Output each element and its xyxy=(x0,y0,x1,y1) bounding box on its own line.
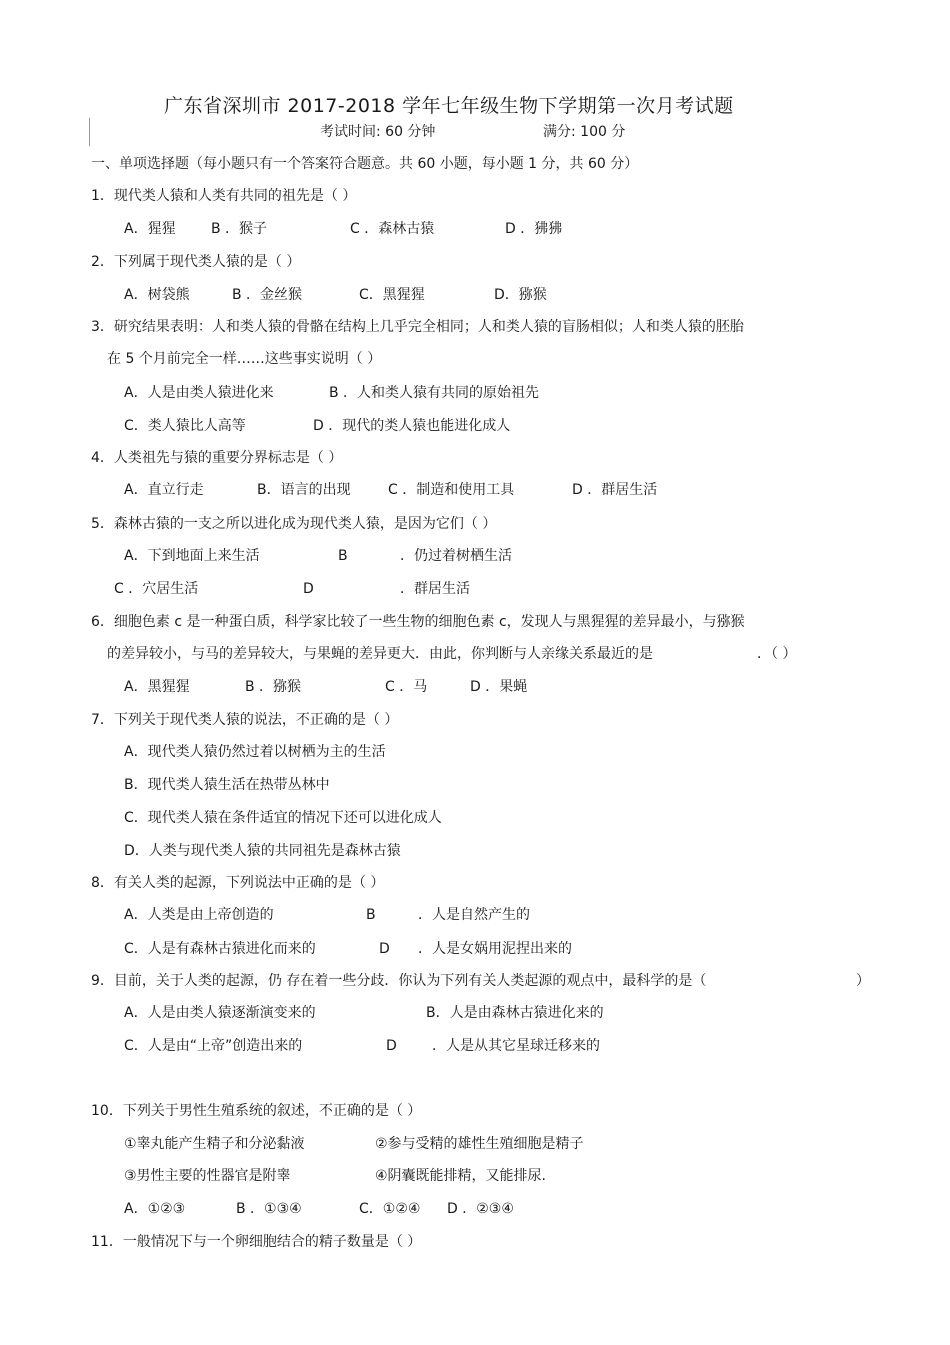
question-2-option-c: C．黑猩猩 xyxy=(359,287,425,303)
question-7-stem: 7．下列关于现代类人猿的说法，不正确的是（ ） xyxy=(91,712,399,728)
question-1-option-a: A．猩猩 xyxy=(124,221,176,237)
question-10-option-b: B ．①③④ xyxy=(236,1201,302,1217)
question-9-option-b: B．人是由森林古猿进化来的 xyxy=(426,1005,604,1021)
question-7-option-b: B．现代类人猿生活在热带丛林中 xyxy=(124,777,330,793)
exam-time: 考试时间: 60 分钟 xyxy=(320,124,436,140)
question-5-option-d: ．群居生活 xyxy=(400,581,470,597)
question-3-stem-line-2: 在 5 个月前完全一样……这些事实说明（ ） xyxy=(107,351,382,367)
question-9-option-d-letter: D xyxy=(386,1038,397,1054)
question-8-option-c: C．人是有森林古猿进化而来的 xyxy=(124,941,316,957)
question-5-option-d-letter: D xyxy=(303,581,314,597)
question-5-stem: 5．森林古猿的一支之所以进化成为现代类人猿，是因为它们（ ） xyxy=(91,516,497,532)
question-3-option-a: A．人是由类人猿进化来 xyxy=(124,385,274,401)
question-3-option-c: C．类人猿比人高等 xyxy=(124,418,246,434)
question-8-option-d: ．人是女娲用泥捏出来的 xyxy=(418,941,572,957)
question-3-option-d: D ．现代的类人猿也能进化成人 xyxy=(313,418,511,434)
question-4-stem: 4．人类祖先与猿的重要分界标志是（ ） xyxy=(91,450,343,466)
question-6-stem-line-1: 6．细胞色素 c 是一种蛋白质，科学家比较了一些生物的细胞色素 c，发现人与黑猩猩的差异最小，与猕猴 xyxy=(91,614,745,630)
margin-mark xyxy=(89,118,90,146)
question-11-stem: 11．一般情况下与一个卵细胞结合的精子数量是（ ） xyxy=(91,1234,422,1250)
question-3-option-b: B ．人和类人猿有共同的原始祖先 xyxy=(329,385,540,401)
question-9-option-d: ．人是从其它星球迁移来的 xyxy=(432,1038,600,1054)
question-9-stem: 9．目前，关于人类的起源，仍 存在着一些分歧．你认为下列有关人类起源的观点中，最科学的是（ xyxy=(91,973,707,989)
question-4-option-c: C ．制造和使用工具 xyxy=(388,482,515,498)
question-4-option-a: A．直立行走 xyxy=(124,482,204,498)
question-5-option-c: C ．穴居生活 xyxy=(114,581,199,597)
question-10-option-d: D ．②③④ xyxy=(447,1201,514,1217)
question-8-option-b: ．人是自然产生的 xyxy=(418,907,530,923)
question-1-stem: 1．现代类人猿和人类有共同的祖先是（ ） xyxy=(91,188,357,204)
question-5-option-a: A．下到地面上来生活 xyxy=(124,548,260,564)
question-7-option-a: A．现代类人猿仍然过着以树栖为主的生活 xyxy=(124,744,386,760)
question-8-option-b-letter: B xyxy=(366,907,376,923)
question-8-option-a: A．人类是由上帝创造的 xyxy=(124,907,274,923)
question-10-statement-2: ②参与受精的雄性生殖细胞是精子 xyxy=(375,1136,584,1152)
question-1-option-b: B ．猴子 xyxy=(211,221,268,237)
question-3-stem-line-1: 3．研究结果表明：人和类人猿的骨骼在结构上几乎完全相同；人和类人猿的盲肠相似；人和类人猿的胚胎 xyxy=(91,319,744,335)
question-8-option-d-letter: D xyxy=(379,941,390,957)
question-10-statement-4: ④阴囊既能排精，又能排尿. xyxy=(375,1168,547,1184)
question-5-option-b: ．仍过着树栖生活 xyxy=(400,548,512,564)
question-6-stem-line-2: 的差异较小，与马的差异较大，与果蝇的差异更大．由此，你判断与人亲缘关系最近的是 xyxy=(107,646,653,662)
question-2-option-a: A．树袋熊 xyxy=(124,287,190,303)
question-10-option-c: C．①②④ xyxy=(359,1201,421,1217)
question-10-statement-3: ③男性主要的性器官是附睾 xyxy=(124,1168,291,1184)
question-5-option-b-letter: B xyxy=(338,548,348,564)
question-1-option-c: C ．森林古猿 xyxy=(350,221,435,237)
question-6-stem-answer-blank: ．（ ） xyxy=(757,646,797,662)
page-title: 广东省深圳市 2017-2018 学年七年级生物下学期第一次月考试题 xyxy=(164,95,734,117)
question-10-stem: 10．下列关于男性生殖系统的叙述，不正确的是（ ） xyxy=(91,1103,422,1119)
question-2-option-d: D．猕猴 xyxy=(494,287,547,303)
question-9-option-a: A．人是由类人猿逐渐演变来的 xyxy=(124,1005,316,1021)
section-heading: 一、单项选择题（每小题只有一个答案符合题意。共 60 小题，每小题 1 分，共 60 分） xyxy=(91,156,639,172)
question-7-option-c: C．现代类人猿在条件适宜的情况下还可以进化成人 xyxy=(124,810,442,826)
question-10-statement-1: ①睾丸能产生精子和分泌黏液 xyxy=(124,1136,305,1152)
question-9-stem-close: ） xyxy=(856,973,870,989)
question-8-stem: 8．有关人类的起源，下列说法中正确的是（ ） xyxy=(91,875,385,891)
question-4-option-d: D ．群居生活 xyxy=(572,482,658,498)
question-2-stem: 2．下列属于现代类人猿的是（ ） xyxy=(91,254,301,270)
question-4-option-b: B．语言的出现 xyxy=(257,482,351,498)
question-6-option-a: A．黑猩猩 xyxy=(124,679,190,695)
full-score: 满分: 100 分 xyxy=(543,124,626,140)
question-6-option-d: D ．果蝇 xyxy=(470,679,528,695)
question-7-option-d: D．人类与现代类人猿的共同祖先是森林古猿 xyxy=(124,843,401,859)
question-6-option-b: B ．猕猴 xyxy=(245,679,302,695)
question-2-option-b: B ．金丝猴 xyxy=(232,287,303,303)
question-6-option-c: C ．马 xyxy=(385,679,428,695)
question-9-option-c: C．人是由“上帝”创造出来的 xyxy=(124,1038,303,1054)
question-10-option-a: A．①②③ xyxy=(124,1201,186,1217)
question-1-option-d: D ．狒狒 xyxy=(505,221,563,237)
